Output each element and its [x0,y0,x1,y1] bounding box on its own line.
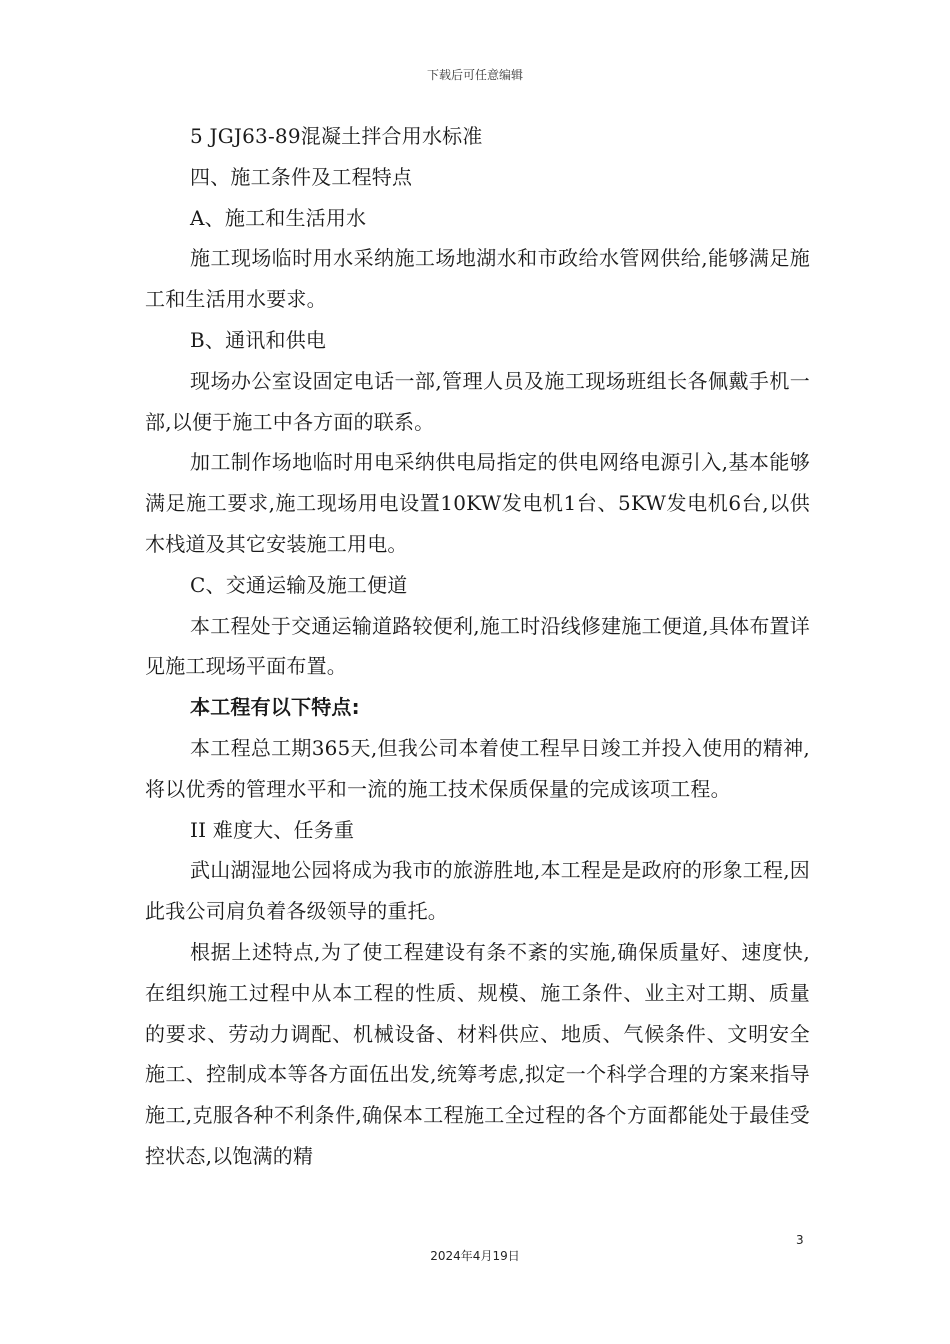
body-paragraph: 本工程处于交通运输道路较便利,施工时沿线修建施工便道,具体布置详见施工现场平面布置。 [145,613,810,679]
body-paragraph: 本工程总工期365天,但我公司本着使工程早日竣工并投入使用的精神,将以优秀的管理水平和一流的施工技术保质保量的完成该项工程。 [145,735,810,801]
document-body [145,116,810,1177]
body-paragraph: B、通讯和供电 [190,327,327,352]
body-paragraph: 武山湖湿地公园将成为我市的旅游胜地,本工程是是政府的形象工程,因此我公司肩负着各级领导的重托。 [145,858,810,924]
body-paragraph: 根据上述特点,为了使工程建设有条不紊的实施,确保质量好、速度快,在组织施工过程中从本工程的性质、规模、施工条件、业主对工期、质量的要求、劳动力调配、机械设备、材料供应、地质、气候条件、文明安全施工、控制成本等各方面伍出发,统筹考虑,拟定一个科学合理的方案来指导施工,克服各种不利条件,确保本工程施工全过程的各个方面都能处于最佳受控状态,以饱满的精 [145,939,810,1168]
body-paragraph: A、施工和生活用水 [190,205,367,230]
body-paragraph: 现场办公室设固定电话一部,管理人员及施工现场班组长各佩戴手机一部,以便于施工中各方面的联系。 [145,368,810,434]
body-paragraph: C、交通运输及施工便道 [190,572,408,597]
page-header: 下载后可任意编辑 [426,68,523,82]
body-paragraph: 5 JGJ63-89混凝土拌合用水标准 [190,124,483,148]
footer-date: 2024年4月19日 [430,1249,520,1263]
body-paragraph: II 难度大、任务重 [190,817,355,842]
section-heading: 本工程有以下特点: [190,695,360,720]
body-paragraph: 四、施工条件及工程特点 [190,164,413,189]
body-paragraph: 加工制作场地临时用电采纳供电局指定的供电网络电源引入,基本能够满足施工要求,施工现场用电设置10KW发电机1台、5KW发电机6台,以供木栈道及其它安装施工用电。 [145,450,810,556]
body-paragraph: 施工现场临时用水采纳施工场地湖水和市政给水管网供给,能够满足施工和生活用水要求。 [145,246,810,312]
page-number: 3 [796,1233,804,1247]
